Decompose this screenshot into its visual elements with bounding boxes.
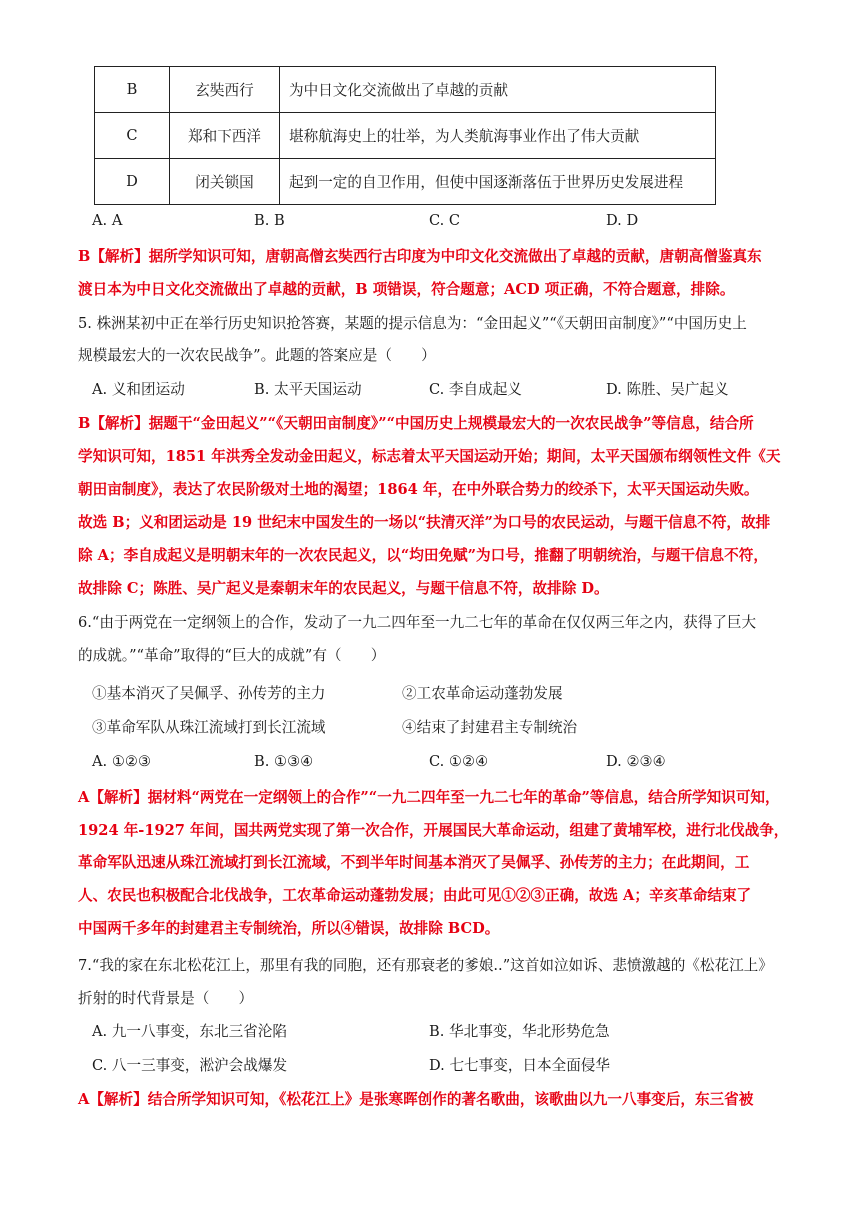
- options-table: [94, 66, 716, 205]
- table-cell-letter: D: [95, 159, 170, 205]
- analysis-line: 故排除 C；陈胜、吴广起义是秦朝末年的农民起义，与题干信息不符，故排除 D。: [78, 580, 609, 597]
- statement-item: ①基本消灭了吴佩孚、孙传芳的主力: [92, 685, 326, 702]
- table-row: [95, 159, 716, 205]
- choice-d: D. ②③④: [606, 753, 666, 770]
- statement-item: ②工农革命运动蓬勃发展: [402, 685, 563, 702]
- choice-b: B. 太平天国运动: [254, 381, 362, 398]
- analysis-line: 除 A；李自成起义是明朝末年的一次农民起义，以“均田免赋”为口号，推翻了明朝统治，与题干信息不符，: [78, 547, 768, 564]
- question-stem: 折射的时代背景是（ ）: [78, 990, 254, 1007]
- choice-a: A. 九一八事变，东北三省沦陷: [92, 1023, 287, 1040]
- analysis-line: 朝田亩制度》，表达了农民阶级对土地的渴望；1864 年，在中外联合势力的绞杀下，太平天国运动失败。: [78, 481, 759, 498]
- analysis-line: B【解析】据所学知识可知，唐朝高僧玄奘西行古印度为中印文化交流做出了卓越的贡献，唐朝高僧鉴真东: [78, 248, 762, 265]
- choice-c: C. C: [429, 212, 461, 229]
- table-cell-event: 玄奘西行: [170, 67, 280, 113]
- choice-a: A. ①②③: [92, 753, 152, 770]
- choice-b: B. ①③④: [254, 753, 314, 770]
- choice-c: C. 李自成起义: [429, 381, 522, 398]
- analysis-line: A【解析】据材料“两党在一定纲领上的合作”“一九二四年至一九二七年的革命”等信息，结合所学知识可知，: [78, 789, 780, 806]
- analysis-line: 人、农民也积极配合北伐战争，工农革命运动蓬勃发展；由此可见①②③正确，故选 A；辛亥革命结束了: [78, 887, 752, 904]
- analysis-line: 革命军队迅速从珠江流域打到长江流域，不到半年时间基本消灭了吴佩孚、孙传芳的主力；在此期间，工: [78, 854, 750, 871]
- analysis-line: 中国两千多年的封建君主专制统治，所以④错误，故排除 BCD。: [78, 920, 500, 937]
- table-cell-letter: C: [95, 113, 170, 159]
- choice-a: A. A: [92, 212, 123, 229]
- choice-d: D. 七七事变，日本全面侵华: [429, 1057, 610, 1074]
- question-stem: 7.“我的家在东北松花江上，那里有我的同胞，还有那衰老的爹娘..”这首如泣如诉、悲愤激越的《松花江上》: [78, 957, 773, 974]
- analysis-line: 1924 年-1927 年间，国共两党实现了第一次合作，开展国民大革命运动，组建了黄埔军校，进行北伐战争，: [78, 822, 789, 839]
- analysis-line: A【解析】结合所学知识可知，《松花江上》是张寒晖创作的著名歌曲，该歌曲以九一八事变后，东三省被: [78, 1091, 754, 1108]
- table-row: [95, 67, 716, 113]
- choice-c: C. 八一三事变，淞沪会战爆发: [92, 1057, 288, 1074]
- analysis-line: 渡日本为中日文化交流做出了卓越的贡献，B 项错误，符合题意；ACD 项正确，不符合题意，排除。: [78, 281, 735, 298]
- analysis-line: 学知识可知，1851 年洪秀全发动金田起义，标志着太平天国运动开始；期间，太平天国颁布纲领性文件《天: [78, 448, 781, 465]
- question-stem: 6.“由于两党在一定纲领上的合作，发动了一九二四年至一九二七年的革命在仅仅两三年之内，获得了巨大: [78, 614, 757, 631]
- choice-d: D. D: [606, 212, 639, 229]
- choice-d: D. 陈胜、吴广起义: [606, 381, 729, 398]
- table-row: [95, 113, 716, 159]
- choice-a: A. 义和团运动: [92, 381, 185, 398]
- choice-b: B. B: [254, 212, 285, 229]
- question-stem: 的成就。”“革命”取得的“巨大的成就”有（ ）: [78, 647, 386, 664]
- analysis-line: 故选 B；义和团运动是 19 世纪末中国发生的一场以“扶清灭洋”为口号的农民运动，与题干信息不符，故排: [78, 514, 771, 531]
- table-cell-description: 为中日文化交流做出了卓越的贡献: [280, 67, 716, 113]
- choice-c: C. ①②④: [429, 753, 489, 770]
- table-cell-event: 郑和下西洋: [170, 113, 280, 159]
- table-cell-description: 堪称航海史上的壮举，为人类航海事业作出了伟大贡献: [280, 113, 716, 159]
- table-cell-description: 起到一定的自卫作用，但使中国逐渐落伍于世界历史发展进程: [280, 159, 716, 205]
- table-cell-letter: B: [95, 67, 170, 113]
- statement-item: ③革命军队从珠江流域打到长江流域: [92, 719, 326, 736]
- choice-b: B. 华北事变，华北形势危急: [429, 1023, 610, 1040]
- table-cell-event: 闭关锁国: [170, 159, 280, 205]
- analysis-line: B【解析】据题干“金田起义”“《天朝田亩制度》”“中国历史上规模最宏大的一次农民战争”等信息，结合所: [78, 415, 754, 432]
- question-stem: 5. 株洲某初中正在举行历史知识抢答赛，某题的提示信息为：“金田起义”“《天朝田亩制度》”“中国历史上: [78, 315, 747, 332]
- statement-item: ④结束了封建君主专制统治: [402, 719, 578, 736]
- question-stem: 规模最宏大的一次农民战争”。此题的答案应是（ ）: [78, 347, 436, 364]
